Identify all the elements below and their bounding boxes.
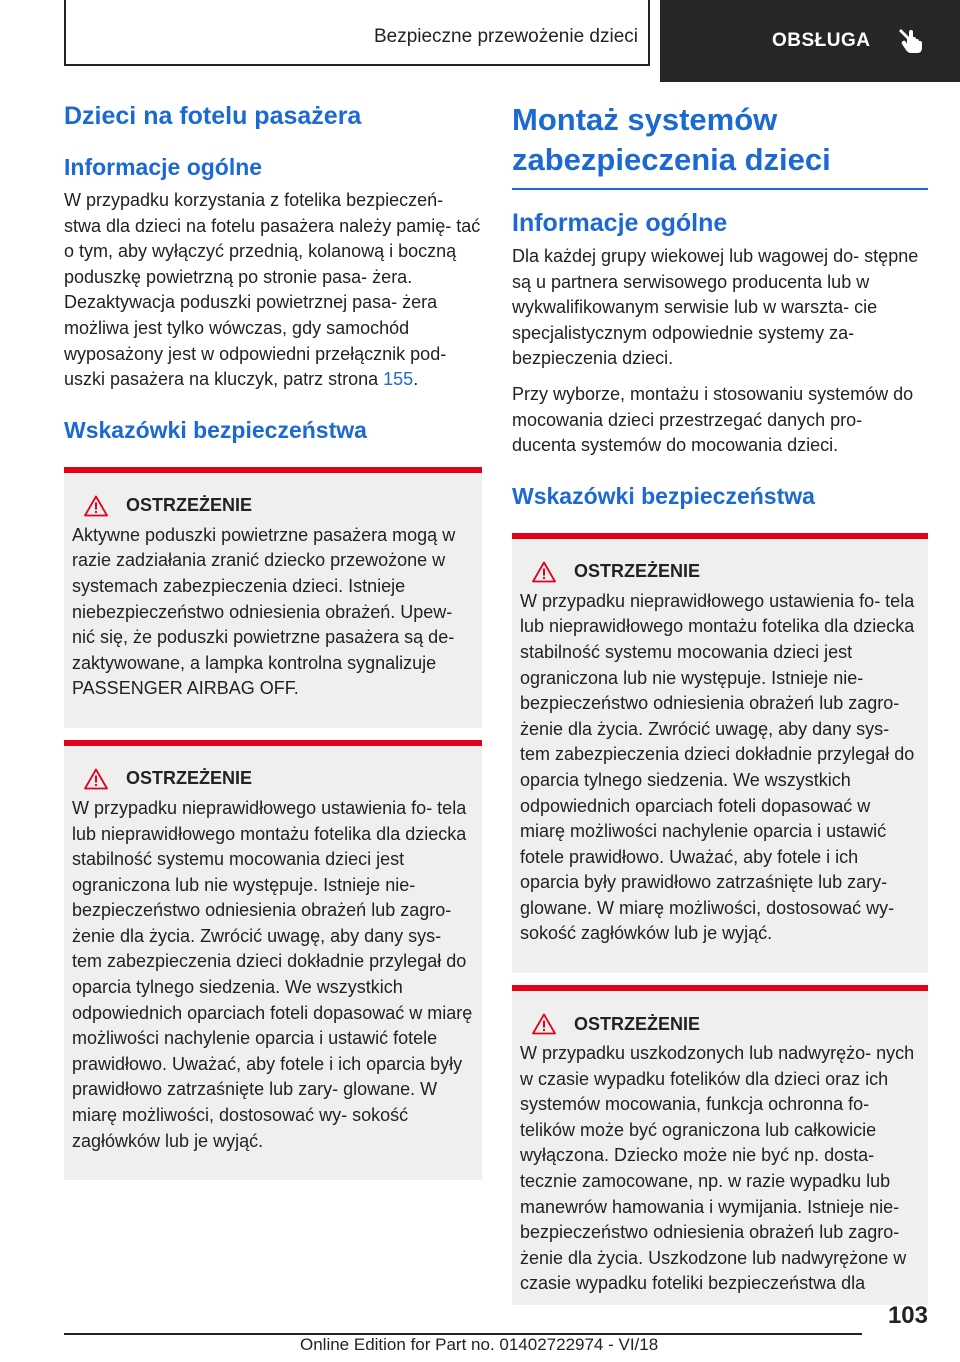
header-mid-rule <box>648 0 650 66</box>
left-subheading-general: Informacje ogólne <box>64 154 263 180</box>
warning-triangle-icon <box>532 1013 556 1035</box>
warning-triangle-icon <box>532 561 556 583</box>
right-heading: Montaż systemów zabezpieczenia dzieci <box>512 102 831 177</box>
left-warning-box-1 <box>64 467 482 728</box>
left-subheading-safety: Wskazówki bezpieczeństwa <box>64 416 367 443</box>
warning-triangle-icon <box>84 495 108 517</box>
right-warning-box-2 <box>512 985 928 1305</box>
header-section-title: Bezpieczne przewożenie dzieci <box>373 26 638 47</box>
header-chapter-tab[interactable] <box>660 0 960 82</box>
left-warning-box-2 <box>64 740 482 1180</box>
warning-title: OSTRZEŻENIE <box>126 495 253 516</box>
warning-title: OSTRZEŻENIE <box>574 1013 701 1034</box>
right-subheading-safety: Wskazówki bezpieczeństwa <box>512 482 815 509</box>
right-paragraph-1: Dla każdej grupy wiekowej lub wagowej do‐ stępne są u partnera serwisowego producenta lub w wykwalifikowanym serwisie lub w warszta‐ cie specjalistycznym odpowiednie systemy za‐ bezpieczenia dzieci. <box>512 246 919 369</box>
left-heading: Dzieci na fotelu pasażera <box>64 102 362 130</box>
warning-text: W przypadku uszkodzonych lub nadwyrężo‐ nych w czasie wypadku fotelików dla dzieci oraz ich systemów mocowania, funkcja ochronna fo‐ telików może być ograniczona lub całkowicie wyłączona. Dziecko może nie być np. dosta‐ tecznie zamocowane, np. w razie wypadku lub manewrów hamowania i wymijania. Istnieje nie‐ bezpieczeństwo odniesienia obrażeń lub zagro‐ żenie dla życia. Uszkodzone lub nadwyrężone w czasie wypadku foteliki bezpieczeństwa dla <box>520 1043 915 1294</box>
page-number: 103 <box>887 1302 928 1329</box>
warning-text: W przypadku nieprawidłowego ustawienia fo‐ tela lub nieprawidłowego montażu fotelika dla dziecka stabilność systemu mocowania dzieci jest ograniczona lub nie występuje. Istnieje nie‐ bezpieczeństwo odniesienia obrażeń lub zagro‐ żenie dla życia. Zwrócić uwagę, aby dany sys‐ tem zabezpieczenia dzieci dokładnie przylegał do oparcia tylnego siedzenia. We wszystkich odpowiednich oparciach foteli dopasować w miarę możliwości nachylenie oparcia i ustawić fotele prawidłowo. Uważać, aby fotele i ich oparcia były prawidłowo zatrzaśnięte lub zary‐ glowane. W miarę możliwości, dostosować wy‐ sokość zagłówków lub je wyjąć. <box>72 797 473 1151</box>
warning-title: OSTRZEŻENIE <box>574 561 701 582</box>
chapter-tab-label: OBSŁUGA <box>772 30 871 51</box>
warning-triangle-icon <box>84 768 108 790</box>
right-paragraph-2: Przy wyborze, montażu i stosowaniu systemów do mocowania dzieci przestrzegać danych pro‐ ducenta systemów do mocowania dzieci. <box>512 383 914 456</box>
page-reference-link[interactable]: 155 <box>383 369 414 390</box>
hand-pointer-icon <box>896 26 926 54</box>
footer-edition-text: Online Edition for Part no. 01402722974 - VI/18 <box>300 1335 659 1354</box>
left-paragraph-general: W przypadku korzystania z fotelika bezpieczeń‐ stwa dla dzieci na fotelu pasażera należy pamię‐ tać o tym, aby wyłączyć przednią, kolanową i boczną poduszkę powietrzną po stronie pasa‐ żera. Dezaktywacja poduszki powietrznej pasa‐ żera możliwa jest tylko wówczas, gdy samochód wyposażony jest w odpowiedni przełącznik pod‐ uszki pasażera na kluczyk, patrz strona 155. <box>64 190 481 390</box>
left-column <box>64 100 482 1180</box>
header-bottom-rule <box>64 64 649 66</box>
warning-text: W przypadku nieprawidłowego ustawienia fo‐ tela lub nieprawidłowego montażu fotelika dla dziecka stabilność systemu mocowania dzieci jest ograniczona lub nie występuje. Istnieje nie‐ bezpieczeństwo odniesienia obrażeń lub zagro‐ żenie dla życia. Zwrócić uwagę, aby dany sys‐ tem zabezpieczenia dzieci dokładnie przylegał do oparcia tylnego siedzenia. We wszystkich odpowiednich oparciach foteli dopasować w miarę możliwości nachylenie oparcia i ustawić fotele prawidłowo. Uważać, aby fotele i ich oparcia były prawidłowo zatrzaśnięte lub zary‐ glowane. W miarę możliwości, dostosować wy‐ sokość zagłówków lub je wyjąć. <box>520 590 915 944</box>
warning-text: Aktywne poduszki powietrzne pasażera mogą w razie zadziałania zranić dziecko przewożone w systemach zabezpieczenia dzieci. Istnieje niebezpieczeństwo odniesienia obrażeń. Upew‐ nić się, że poduszki powietrzne pasażera są de‐ zaktywowane, a lampka kontrolna sygnalizuje PASSENGER AIRBAG OFF. <box>72 524 456 699</box>
right-warning-box-1 <box>512 533 928 973</box>
right-heading-rule <box>512 188 928 190</box>
right-column <box>512 100 928 1305</box>
warning-title: OSTRZEŻENIE <box>126 768 253 789</box>
right-subheading-general: Informacje ogólne <box>512 209 728 237</box>
